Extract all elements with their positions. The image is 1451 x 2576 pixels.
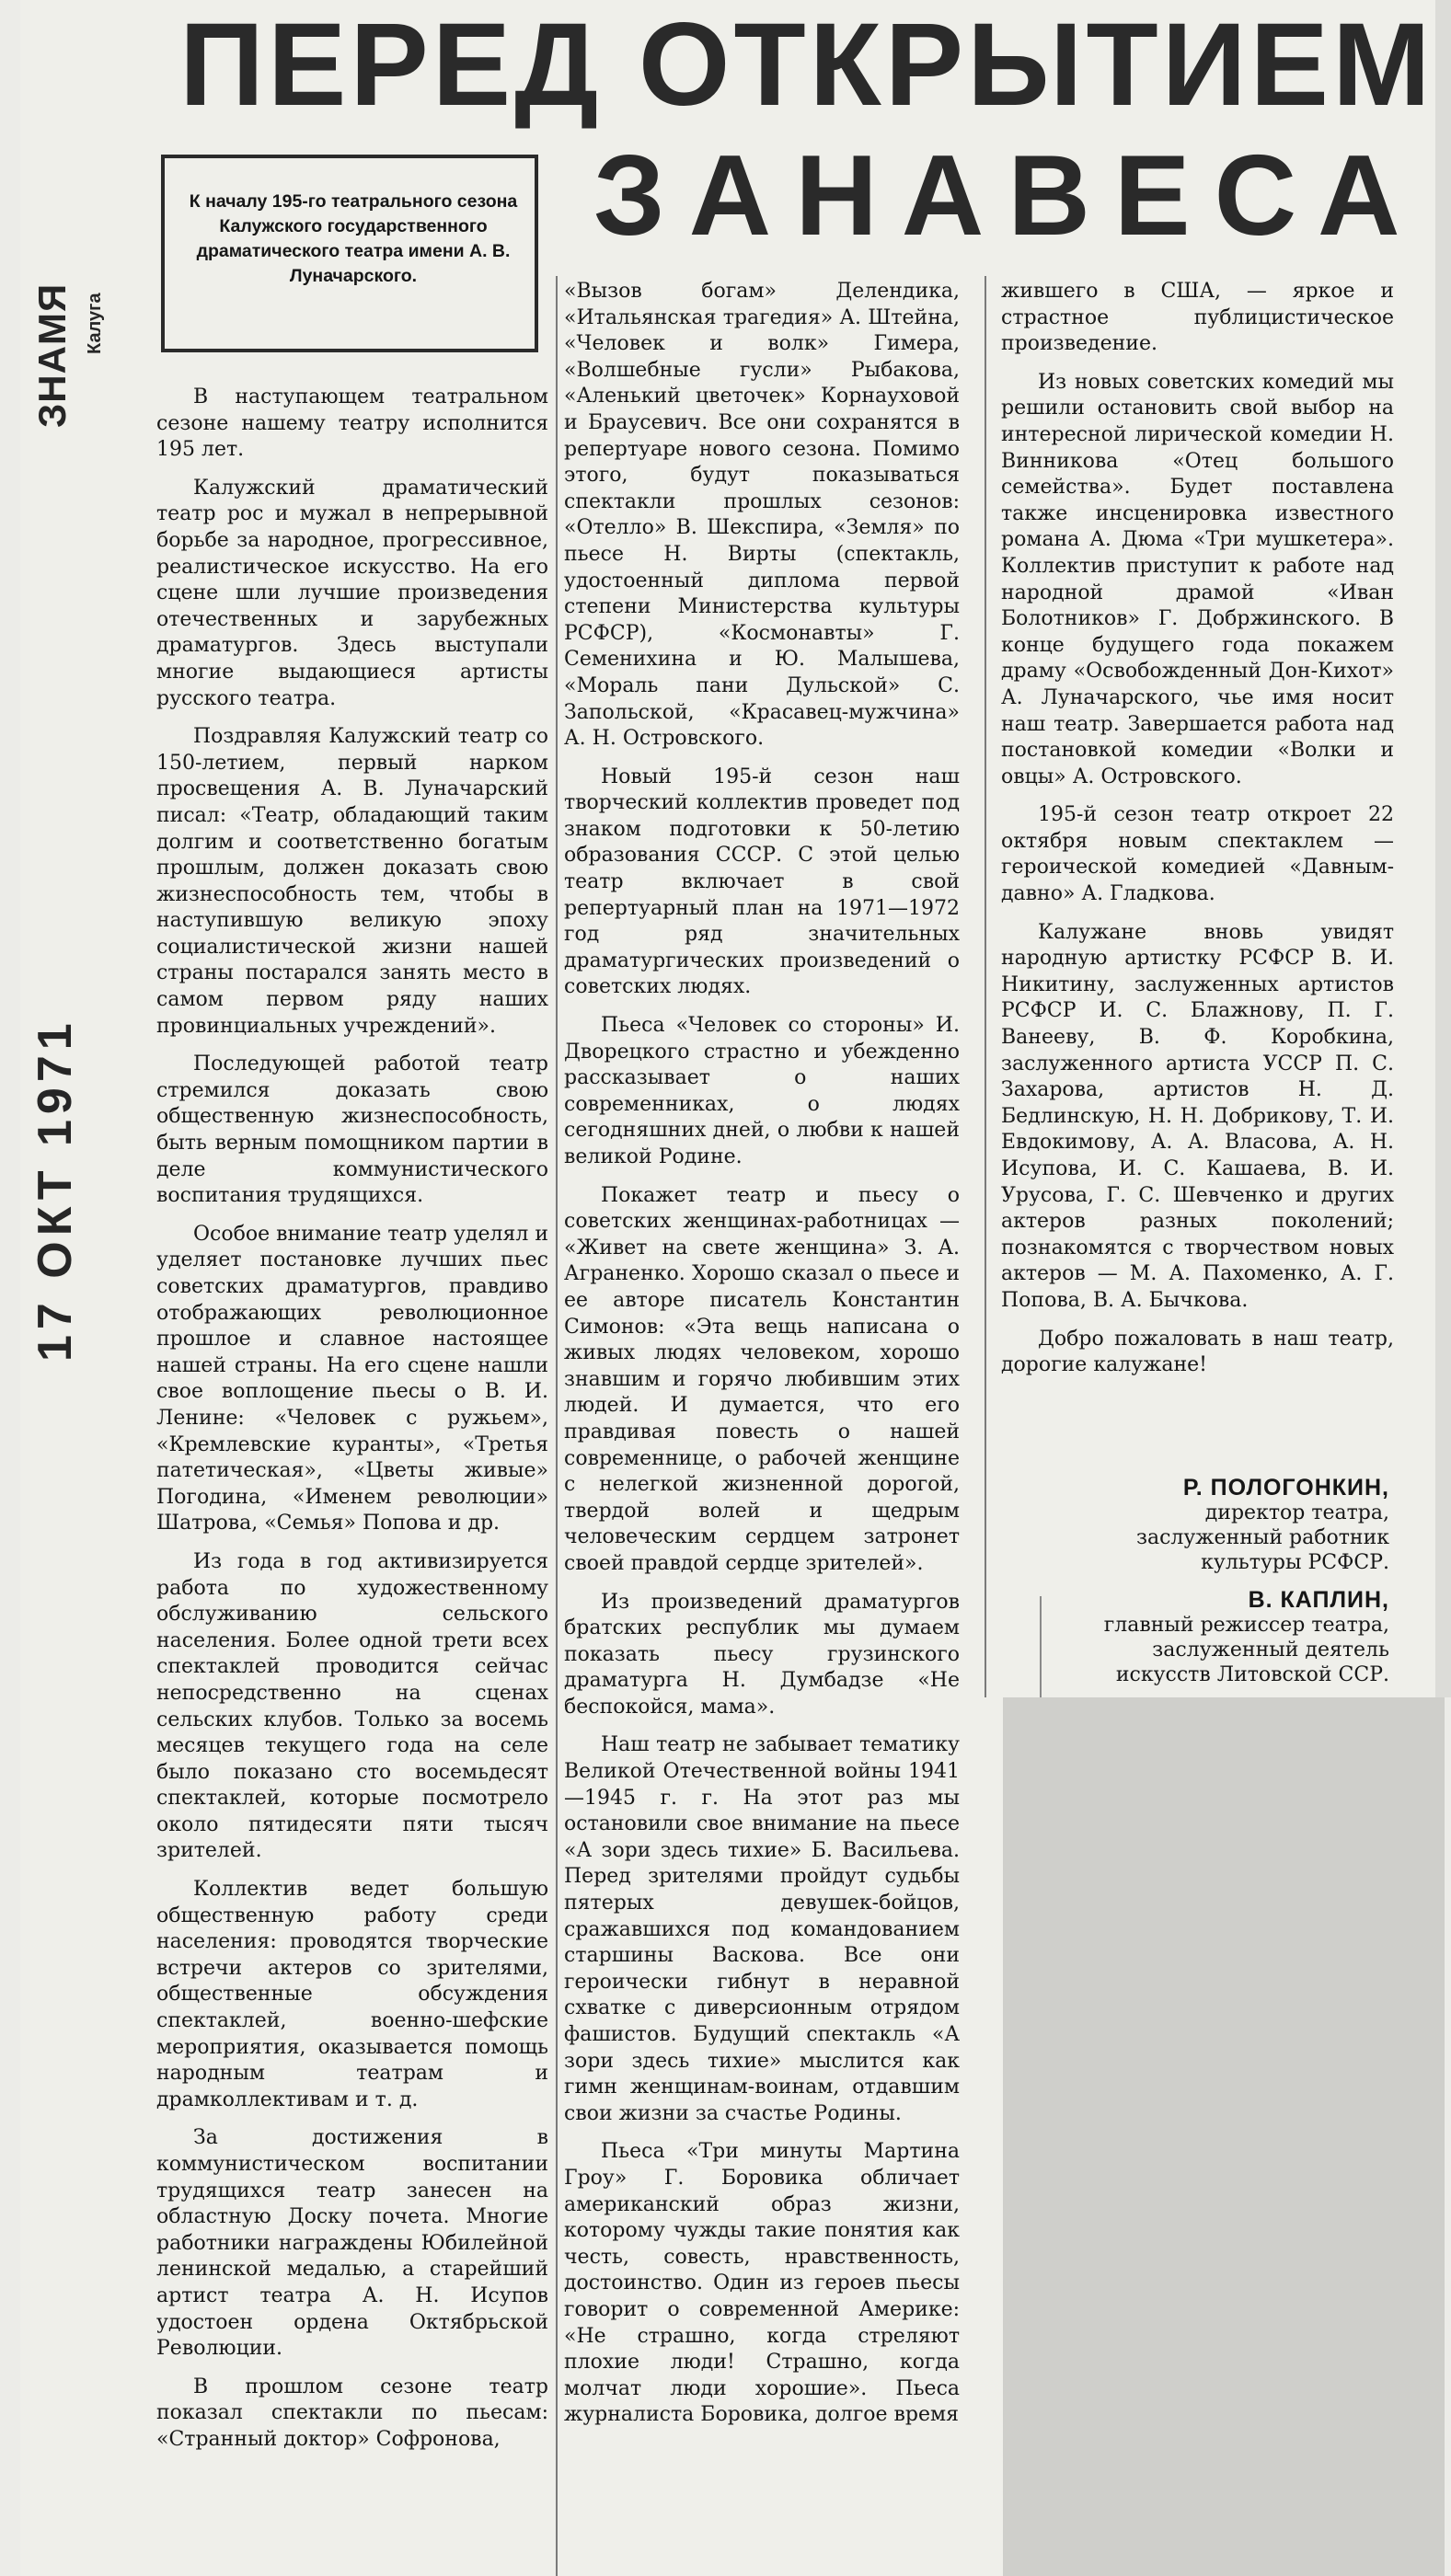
paragraph: В наступающем театральном сезоне нашему театру исполнится 195 лет.	[156, 385, 548, 462]
signature-name-2: В. КАПЛИН,	[1248, 1587, 1389, 1613]
column-divider	[985, 276, 986, 1697]
clipping-edge	[1435, 0, 1451, 1697]
paragraph: Последующей работой театр стремился доказать свою общественную жизнеспособность, быть верным помощником партии в деле коммунистического воспитания трудящихся.	[156, 1052, 548, 1208]
paragraph: Пьеса «Три минуты Мартина Гроу» Г. Боровика обличает американский образ жизни, которому чужды такие понятия как честь, совесть, нравственность, достоинство. Один из героев пьесы говорит о современной Америке: «Не страшно, когда стреляют плохие люди! Страшно, когда молчат люди хорошие». Пьеса журналиста Боровика, долгое время	[564, 2140, 960, 2427]
paragraph: Наш театр не забывает тематику Великой Отечественной войны 1941—1945 г. г. На этот раз мы остановили свое внимание на пьесе «А зори здесь тихие» Б. Васильева. Перед зрителями пройдут судьбы пятерых девушек-бойцов, сражавшихся под командованием старшины Васкова. Все они героически гибнут в неравной схватке с диверсионным отрядом фашистов. Будущий спектакль «А зори здесь тихие» мыслится как гимн женщинам-воинам, отдавшим свои жизни за счастье Родины.	[564, 1733, 960, 2125]
signature-title-line: главный режиссер театра,	[1103, 1614, 1389, 1637]
article-column-1	[156, 385, 548, 2466]
paragraph: За достижения в коммунистическом воспитании трудящихся театр занесен на областную Доску почета. Многие работники награждены Юбилейной ленинской медалью, а старейший артист театра А. Н. Исупов удостоен ордена Октябрьской Революции.	[156, 2126, 548, 2361]
signature-name-1: Р. ПОЛОГОНКИН,	[1182, 1475, 1389, 1501]
stamp-city: Калуга	[85, 293, 105, 354]
signature-title-line: искусств Литовской ССР.	[1115, 1663, 1389, 1686]
paragraph: Покажет театр и пьесу о советских женщинах-работницах — «Живет на свете женщина» З. А. Аграненко. Хорошо сказал о пьесе и ее авторе писатель Константин Симонов: «Эта вещь написана о живых людях человеком, хорошо знавшим и горячо любившим этих людей. И думается, что его правдивая повесть о нашей современнице, о рабочей женщине с нелегкой жизненной дорогой, твердой волей и щедрым человеческим сердцем затронет своей правдой сердце зрителей».	[564, 1183, 960, 1575]
paragraph: Из новых советских комедий мы решили остановить свой выбор на интересной лирической комедии Н. Винникова «Отец большого семейства». Будет поставлена также инсценировка известного романа А. Дюма «Три мушкетера». Коллектив приступит к работе над народной драмой «Иван Болотников» Г. Добржинского. В конце будущего года покажем драму «Освобожденный Дон-Кихот» А. Луначарского, чье имя носит наш театр. Завершается работа над постановкой комедии «Волки и овцы» А. Островского.	[1001, 370, 1394, 788]
paragraph: В прошлом сезоне театр показал спектакли по пьесам: «Странный доктор» Софронова,	[156, 2375, 548, 2451]
article-column-3	[1001, 279, 1394, 1391]
stamp-date: 17 ОКТ 1971	[29, 1018, 82, 1362]
blank-area	[1003, 1697, 1445, 2576]
paragraph: жившего в США, — яркое и страстное публицистическое произведение.	[1001, 280, 1394, 356]
paragraph: Коллектив ведет большую общественную работу среди населения: проводятся творческие встречи актеров со зрителями, общественные обсуждения спектаклей, военно-шефские мероприятия, оказывается помощь народным театрам и драмколлективам и т. д.	[156, 1878, 548, 2111]
signature-title-line: директор театра,	[1204, 1501, 1389, 1524]
signatures	[1012, 1463, 1389, 1687]
signature-title-line: заслуженный работник	[1135, 1526, 1389, 1549]
paragraph: Пьеса «Человек со стороны» И. Дворецкого страстно и убежденно рассказывает о наших современниках, о людях сегодняшних дней, о любви к нашей великой Родине.	[564, 1014, 960, 1168]
article-column-2	[564, 279, 960, 2441]
paragraph: «Вызов богам» Делендика, «Итальянская трагедия» А. Штейна, «Человек и волк» Гимера, «Волшебные гусли» Рыбакова, «Аленький цветочек» Корнауховой и Браусевич. Все они сохранятся в репертуаре нового сезона. Помимо этого, будут показываться спектакли прошлых сезонов: «Отелло» В. Шекспира, «Земля» по пьесе Н. Вирты (спектакль, удостоенный диплома первой степени Министерства культуры РСФСР), «Космонавты» Г. Семенихина и Ю. Малышева, «Мораль пани Дульской» С. Запольской, «Красавец-мужчина» А. Н. Островского.	[564, 280, 960, 751]
paragraph: Из года в год активизируется работа по художественному обслуживанию сельского населения. Более одной трети всех спектаклей проводится сейчас непосредственно на сценах сельских клубов. Только за восемь месяцев текущего года на селе было показано сто восемьдесят спектаклей, которые посмотрело около пятидесяти пяти тысяч зрителей.	[156, 1549, 548, 1863]
stamp-newspaper-name: ЗНАМЯ	[30, 282, 74, 428]
column-divider	[556, 276, 558, 2576]
paragraph: Новый 195-й сезон наш творческий коллектив проведет под знаком подготовки к 50-летию образования СССР. С этой целью театр включает в свой репертуарный план на 1971—1972 год ряд значительных драматургических произведений о советских людях.	[564, 765, 960, 999]
headline-line-2: ЗАНАВЕСА	[593, 132, 1424, 259]
headline-line-1: ПЕРЕД ОТКРЫТИЕМ	[179, 0, 1434, 131]
intro-box: К началу 195-го театрального сезона Калужского государственного драматического театра имени А. В. Луначарского.	[161, 155, 538, 352]
paragraph: Особое внимание театр уделял и уделяет постановке лучших пьес советских драматургов, правдиво отображающих революционное прошлое и славное настоящее нашей страны. На его сцене нашли свое воплощение пьесы о В. И. Ленине: «Человек с ружьем», «Кремлевские куранты», «Третья патетическая», «Цветы живые» Погодина, «Именем революции» Шатрова, «Семья» Попова и др.	[156, 1222, 548, 1535]
paragraph: 195-й сезон театр откроет 22 октября новым спектаклем — героической комедией «Давным-давно» А. Гладкова.	[1001, 803, 1394, 906]
signature-title-line: заслуженный деятель	[1152, 1639, 1389, 1662]
paragraph: Поздравляя Калужский театр со 150-летием, первый нарком просвещения А. В. Луначарский писал: «Театр, обладающий таким долгим и соответственно богатым прошлым, должен доказать свою жизнеспособность тем, чтобы в наступившую великую эпоху социалистической жизни нашей страны постарался занять место в самом первом ряду наших провинциальных учреждений».	[156, 725, 548, 1038]
paragraph: Калужане вновь увидят народную артистку РСФСР В. И. Никитину, заслуженных артистов РСФСР И. С. Блажнову, П. Г. Ванееву, В. Ф. Коробкина, заслуженного артиста УССР П. С. Захарова, артистов Н. Д. Бедлинскую, Н. Н. Добрикову, Т. И. Евдокимову, А. А. Власова, А. Н. Исупова, И. С. Кашаева, В. И. Урусова, Г. С. Шевченко и других актеров разных поколений; познакомятся с творчеством новых актеров — М. А. Пахоменко, А. Г. Попова, В. А. Бычкова.	[1001, 920, 1394, 1312]
paragraph: Добро пожаловать в наш театр, дорогие калужане!	[1001, 1327, 1394, 1377]
paragraph: Калужский драматический театр рос и мужал в непрерывной борьбе за народное, прогрессивное, реалистическое искусство. На его сцене шли лучшие произведения отечественных и зарубежных драматургов. Здесь выступали многие выдающиеся артисты русского театра.	[156, 476, 548, 710]
paragraph: Из произведений драматургов братских республик мы думаем показать пьесу грузинского драматурга Н. Думбадзе «Не беспокойся, мама».	[564, 1590, 960, 1719]
signature-title-line: культуры РСФСР.	[1201, 1551, 1389, 1574]
